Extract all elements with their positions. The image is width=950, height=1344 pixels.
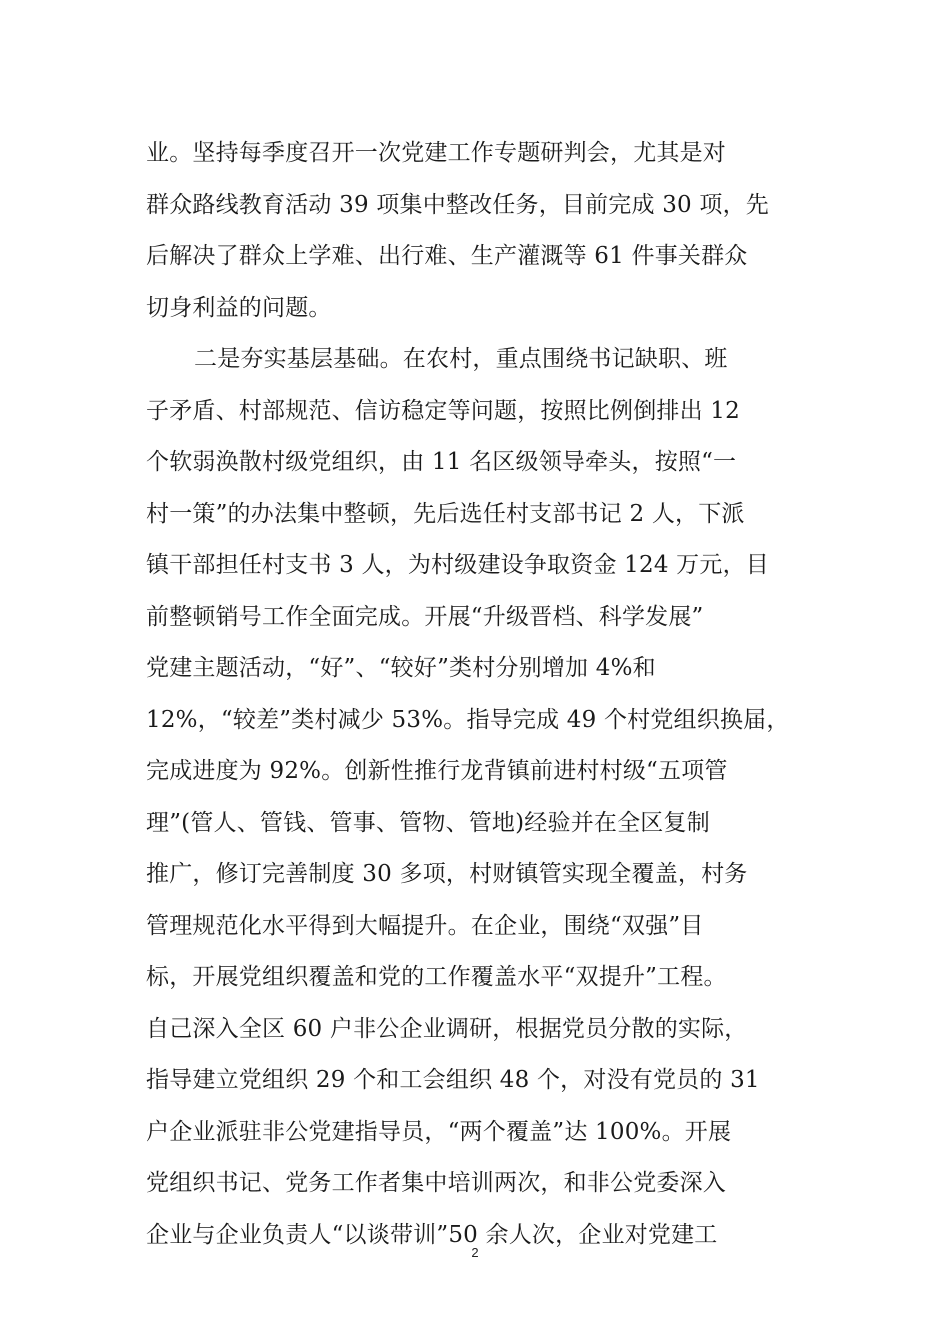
text-line: 指导建立党组织 29 个和工会组织 48 个，对没有党员的 31 — [146, 1067, 760, 1093]
text-line: 标，开展党组织覆盖和党的工作覆盖水平“双提升”工程。 — [146, 964, 727, 990]
text-line: 个软弱涣散村级党组织，由 11 名区级领导牵头，按照“一 — [146, 449, 737, 475]
body-text — [146, 131, 816, 1264]
text-line: 前整顿销号工作全面完成。开展“升级晋档、科学发展” — [146, 603, 704, 630]
text-line: 企业与企业负责人“以谈带训”50 余人次，企业对党建工 — [146, 1221, 718, 1248]
text-line: 党组织书记、党务工作者集中培训两次，和非公党委深入 — [146, 1170, 726, 1196]
text-line: 完成进度为 92%。创新性推行龙背镇前进村村级“五项管 — [146, 758, 728, 784]
text-line: 党建主题活动，“好”、“较好”类村分别增加 4%和 — [146, 655, 656, 681]
page-number: 2 — [471, 1245, 479, 1260]
text-line: 推广，修订完善制度 30 多项，村财镇管实现全覆盖，村务 — [146, 861, 748, 887]
text-line: 自己深入全区 60 户非公企业调研，根据党员分散的实际， — [146, 1015, 748, 1042]
text-line: 12%，“较差”类村减少 53%。指导完成 49 个村党组织换届， — [146, 706, 790, 733]
text-line: 理”(管人、管钱、管事、管物、管地)经验并在全区复制 — [146, 809, 710, 836]
text-line: 切身利益的问题。 — [146, 294, 332, 321]
text-line: 镇干部担任村支书 3 人，为村级建设争取资金 124 万元，目 — [146, 552, 769, 578]
text-line: 村一策”的办法集中整顿，先后选任村支部书记 2 人，下派 — [146, 500, 745, 527]
text-line: 户企业派驻非公党建指导员，“两个覆盖”达 100%。开展 — [146, 1118, 732, 1145]
text-line: 后解决了群众上学难、出行难、生产灌溉等 61 件事关群众 — [146, 243, 748, 269]
text-line: 业。坚持每季度召开一次党建工作专题研判会，尤其是对 — [146, 140, 726, 166]
text-line: 管理规范化水平得到大幅提升。在企业，围绕“双强”目 — [146, 912, 704, 939]
text-line: 子矛盾、村部规范、信访稳定等问题，按照比例倒排出 12 — [146, 397, 740, 424]
text-line: 群众路线教育活动 39 项集中整改任务，目前完成 30 项，先 — [146, 191, 769, 218]
paragraph-first-line: 二是夯实基层基础。在农村，重点围绕书记缺职、班 — [194, 346, 728, 372]
